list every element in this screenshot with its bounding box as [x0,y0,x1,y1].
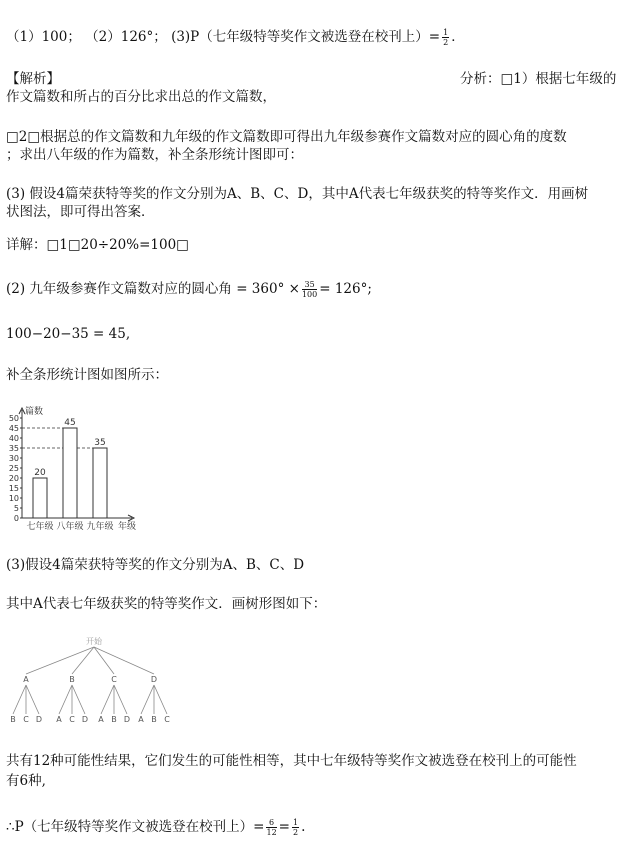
detail-line8: 有6种, [6,773,46,789]
tree-edge [94,647,114,674]
analysis-right-intro: 分析：□1）根据七年级的 [460,71,617,87]
detail-line2-fraction [302,280,317,299]
y-tick-label: 35 [8,444,19,453]
bar [93,448,107,518]
y-tick-label: 5 [13,504,19,513]
tree-level1-label: B [69,675,75,684]
tree-level2-label: A [56,715,62,724]
y-tick-label: 30 [8,454,19,463]
detail-line9 [6,818,305,837]
detail-line9-den2: 2 [292,828,299,837]
tree-edge [141,685,154,714]
detail-line5: (3)假设4篇荣获特等奖的作文分别为A、B、C、D [6,557,305,573]
tree-level2-label: D [123,715,131,724]
y-tick-label: 45 [8,424,19,433]
answer-end: ． [451,29,465,45]
detail-line6: 其中A代表七年级获奖的特等奖作文．画树形图如下： [6,596,327,612]
y-axis-title: 篇数 [25,407,44,417]
detail-line9-num2: 1 [292,818,299,827]
detail-line9-eq: = [278,819,290,835]
bar-value-label: 35 [94,438,106,448]
tree-level2-label: A [98,715,104,724]
x-category-label: 七年级 [26,522,54,532]
tree-level1-label: D [150,675,158,684]
x-axis-title: 年级 [118,522,137,532]
tree-edge [94,647,154,674]
detail-line2 [6,280,372,299]
answer-frac-num: 1 [443,28,449,37]
bar-chart [4,400,154,535]
analysis-line2: □2□根据总的作文篇数和九年级的作文篇数即可得出九年级参赛作文篇数对应的圆心角的度数 [6,129,567,145]
tree-level2-label: C [164,715,170,724]
answer-part1: （1）100； [6,29,81,45]
y-tick-label: 40 [8,434,19,443]
tree-level2-label: B [111,715,117,724]
bar [63,428,77,518]
tree-level2-label: D [81,715,89,724]
detail-line9-frac2 [292,818,299,837]
y-tick-label: 25 [8,464,19,473]
detail-line3: 100−20−35 = 45, [6,326,131,342]
analysis-header: 【解析】 [6,71,60,87]
tree-level2-label: C [23,715,29,724]
tree-edge [59,685,72,714]
tree-edge [72,685,85,714]
analysis-line4: (3) 假设4篇荣获特等奖的作文分别为A、B、C、D，其中A代表七年级获奖的特等奖作文．用画树 [6,186,589,202]
answer-frac-den: 2 [443,38,449,47]
detail-line1: 详解：□1□20÷20%=100□ [6,237,189,253]
tree-root-label: 开始 [86,637,102,646]
analysis-line1: 作文篇数和所占的百分比求出总的作文篇数， [6,89,276,105]
detail-line2-den: 100 [301,290,318,299]
detail-line9-den1: 12 [266,828,277,837]
answer-line [6,28,465,47]
tree-edge [114,685,127,714]
detail-line4: 补全条形统计图如图所示： [6,367,168,383]
x-category-label: 八年级 [56,522,84,532]
answer-part2: （2）126°； [85,29,167,45]
tree-edge [101,685,114,714]
bar [33,478,47,518]
answer-fraction [442,28,449,47]
detail-line9-prefix: ∴P（七年级特等奖作文被选登在校刊上）= [6,819,265,835]
y-tick-label: 20 [8,474,19,483]
detail-line9-frac1 [266,818,276,837]
tree-edge [154,685,167,714]
tree-edge [13,685,26,714]
y-tick-label: 50 [8,414,19,423]
tree-edge [26,685,39,714]
tree-level2-label: B [10,715,16,724]
answer-part3: (3)P（七年级特等奖作文被选登在校刊上）= [171,29,441,45]
bar-value-label: 45 [64,418,76,428]
tree-diagram [4,632,204,732]
tree-level2-label: B [151,715,157,724]
y-tick-label: 10 [8,494,19,503]
detail-line7: 共有12种可能性结果，它们发生的可能性相等，其中七年级特等奖作文被选登在校刊上的可能性 [6,753,577,769]
tree-level1-label: C [111,675,117,684]
y-tick-label: 15 [8,484,19,493]
tree-level1-label: A [23,675,29,684]
bar-value-label: 20 [34,468,46,478]
detail-line2-num: 35 [302,280,317,290]
detail-line9-num1: 6 [266,818,276,828]
tree-level2-label: A [138,715,144,724]
tree-level2-label: C [69,715,75,724]
tree-edge [26,647,94,674]
detail-line2-prefix: (2) 九年级参赛作文篇数对应的圆心角 = 360° × [6,281,300,297]
x-category-label: 九年级 [86,522,114,532]
analysis-line3: ；求出八年级的作为篇数，补全条形统计图即可： [6,147,303,163]
tree-level2-label: D [35,715,43,724]
detail-line9-end: . [301,819,306,835]
analysis-line5: 状图法，即可得出答案． [6,204,155,220]
y-tick-label: 0 [13,514,19,523]
detail-line2-suffix: = 126°; [319,281,372,297]
